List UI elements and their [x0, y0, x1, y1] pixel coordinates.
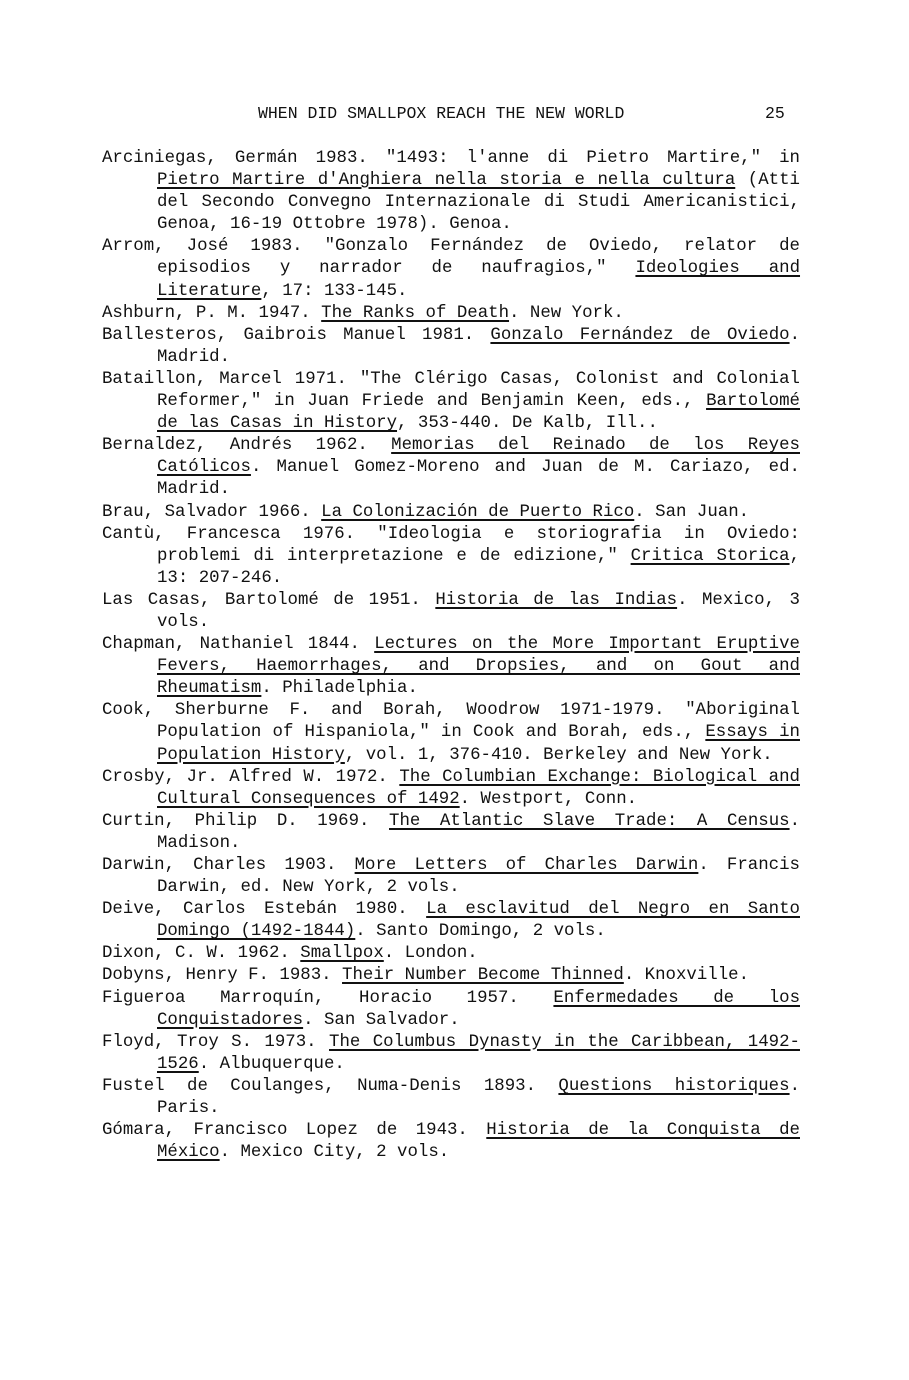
entry-tail: , vol. 1, 376-410. Berkeley and New York. [344, 745, 773, 765]
bibliography-entry [102, 1120, 800, 1164]
entry-lead: Figueroa Marroquín, Horacio 1957. [102, 988, 554, 1008]
entry-title: Historia de las Indias [435, 590, 678, 610]
bibliography-entry [102, 524, 800, 590]
entry-title: La esclavitud del Negro en Santo Domingo (1492-1844) [157, 900, 800, 942]
entry-lead: Bernaldez, Andrés 1962. [102, 436, 392, 456]
entry-title: The Ranks of Death [321, 303, 510, 323]
entry-title: La Colonización de Puerto Rico [321, 502, 635, 522]
entry-tail: . Madison. [157, 811, 800, 853]
bibliography-entry [102, 700, 800, 766]
bibliography-entry [102, 236, 800, 302]
entry-lead: Cantù, Francesca 1976. "Ideologia e storiografia in Oviedo: problemi di interpretazione e de edizione," [102, 524, 800, 566]
entry-tail: , 353-440. De Kalb, Ill.. [397, 414, 658, 434]
entry-title: Gonzalo Fernández de Oviedo [490, 325, 790, 345]
entry-tail: (Atti del Secondo Convegno Internazionale di Studi Americanistici, Genoa, 16-19 Ottobre 1978). Genoa. [157, 171, 800, 235]
bibliography-entry [102, 1076, 800, 1120]
entry-lead: Crosby, Jr. Alfred W. 1972. [102, 767, 400, 787]
bibliography-entry [102, 943, 800, 965]
entry-title: The Columbus Dynasty in the Caribbean, 1492-1526 [157, 1032, 800, 1074]
bibliography-entry [102, 590, 800, 634]
entry-lead: Ashburn, P. M. 1947. [102, 303, 322, 323]
bibliography-entry [102, 369, 800, 435]
bibliography-entry [102, 899, 800, 943]
entry-title: Memorias del Reinado de los Reyes Católicos [157, 436, 800, 478]
entry-tail: , 17: 133-145. [261, 281, 408, 301]
bibliography-list [102, 148, 800, 1164]
entry-tail: . Francis Darwin, ed. New York, 2 vols. [157, 856, 800, 898]
entry-tail: . San Salvador. [303, 1010, 460, 1030]
page-number: 25 [765, 104, 785, 123]
entry-title: Enfermedades de los Conquistadores [157, 988, 800, 1030]
entry-lead: Darwin, Charles 1903. [102, 856, 355, 875]
entry-title: The Atlantic Slave Trade: A Census [389, 811, 790, 831]
entry-title: Questions historiques [558, 1076, 790, 1096]
entry-lead: Fustel de Coulanges, Numa-Denis 1893. [102, 1076, 559, 1096]
bibliography-entry [102, 148, 800, 236]
entry-title: Smallpox [300, 944, 384, 964]
entry-title: Critica Storica [630, 546, 790, 566]
bibliography-entry [102, 502, 800, 524]
bibliography-entry [102, 855, 800, 899]
entry-tail: . Philadelphia. [261, 679, 418, 699]
entry-lead: Las Casas, Bartolomé de 1951. [102, 590, 436, 610]
entry-tail: . Mexico, 3 vols. [157, 590, 800, 632]
entry-lead: Deive, Carlos Estebán 1980. [102, 900, 427, 920]
entry-tail: . New York. [509, 303, 624, 323]
bibliography-entry [102, 767, 800, 811]
entry-lead: Bataillon, Marcel 1971. "The Clérigo Casas, Colonist and Colonial Reformer," in Juan Friede and Benjamin Keen, eds., [102, 369, 800, 412]
entry-tail: . Westport, Conn. [459, 789, 638, 809]
entry-title: Their Number Become Thinned [342, 966, 624, 986]
entry-tail: . Mexico City, 2 vols. [219, 1143, 450, 1163]
entry-tail: . Manuel Gomez-Moreno and Juan de M. Cariazo, ed. Madrid. [157, 458, 800, 500]
entry-tail: . San Juan. [634, 502, 750, 522]
entry-tail: . Paris. [157, 1076, 800, 1119]
entry-lead: Brau, Salvador 1966. [102, 502, 322, 522]
entry-tail: . Knoxville. [623, 966, 750, 986]
entry-tail: . Madrid. [157, 325, 800, 367]
entry-lead: Floyd, Troy S. 1973. [102, 1032, 330, 1052]
entry-lead: Chapman, Nathaniel 1844. [102, 635, 375, 655]
running-title: WHEN DID SMALLPOX REACH THE NEW WORLD [258, 104, 625, 123]
entry-title: Ideologies and Literature [157, 259, 801, 301]
entry-tail: . London. [383, 944, 478, 964]
entry-title: More Letters of Charles Darwin [354, 856, 699, 875]
bibliography-entry [102, 634, 800, 700]
bibliography-entry [102, 811, 800, 855]
entry-title: Essays in Population History [157, 723, 800, 765]
bibliography-entry [102, 1032, 800, 1076]
entry-lead: Dixon, C. W. 1962. [102, 944, 301, 964]
entry-lead: Dobyns, Henry F. 1983. [102, 966, 343, 986]
bibliography-entry [102, 435, 800, 501]
entry-title: Pietro Martire d'Anghiera nella storia e nella cultura [157, 171, 736, 191]
bibliography-entry [102, 988, 800, 1032]
entry-tail: . Albuquerque. [198, 1054, 345, 1074]
entry-title: Lectures on the More Important Eruptive Fevers, Haemorrhages, and Dropsies, and on Gout and Rheumatism [157, 635, 800, 699]
bibliography-entry [102, 965, 800, 987]
bibliography-entry [102, 303, 800, 325]
entry-title: Bartolomé de las Casas in History [157, 392, 800, 434]
entry-lead: Ballesteros, Gaibrois Manuel 1981. [102, 325, 491, 345]
entry-title: Historia de la Conquista de México [157, 1121, 800, 1163]
entry-tail: . Santo Domingo, 2 vols. [355, 922, 606, 942]
entry-lead: Cook, Sherburne F. and Borah, Woodrow 1971-1979. "Aboriginal Population of Hispaniola," in Cook and Borah, eds., [102, 701, 800, 743]
entry-lead: Gómara, Francisco Lopez de 1943. [102, 1121, 487, 1141]
bibliography-entry [102, 325, 800, 369]
entry-lead: Arciniegas, Germán 1983. "1493: l'anne di Pietro Martire," in [102, 149, 800, 168]
entry-title: The Columbian Exchange: Biological and Cultural Consequences of 1492 [157, 767, 800, 809]
entry-lead: Arrom, José 1983. "Gonzalo Fernández de Oviedo, relator de episodios y narrador de naufragios," [102, 237, 800, 279]
entry-tail: , 13: 207-246. [157, 546, 800, 588]
entry-lead: Curtin, Philip D. 1969. [102, 811, 390, 831]
